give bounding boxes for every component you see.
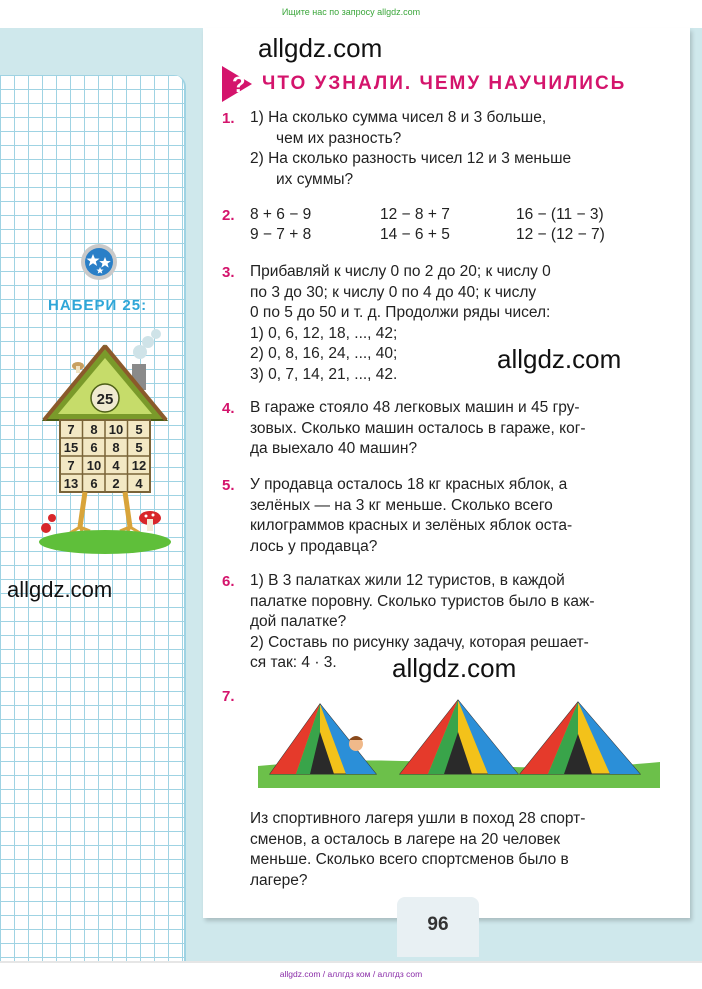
task-number: 4. bbox=[222, 400, 235, 417]
question-mark-icon bbox=[220, 66, 252, 102]
task-4-text: В гараже стояло 48 легковых машин и 45 гру- зовых. Сколько машин осталось в гараже, ког- да выехало 40 машин? bbox=[250, 399, 586, 457]
task-7-text: Из спортивного лагеря ушли в поход 28 спорт- сменов, а осталось в лагере на 20 человек меньше. Сколько всего спортсменов было в лагере? bbox=[250, 810, 586, 889]
watermark: allgdz.com bbox=[258, 33, 383, 63]
page-number: 96 bbox=[397, 897, 479, 957]
house-cell: 8 bbox=[90, 422, 98, 437]
task-5-text: У продавца осталось 18 кг красных яблок, а зелёных — на 3 кг меньше. Сколько всего килограммов красных и зелёных яблок оста- лось у продавца? bbox=[250, 476, 573, 555]
house-cell: 10 bbox=[108, 422, 124, 437]
watermark: allgdz.com bbox=[497, 344, 622, 374]
tents-illustration bbox=[258, 692, 660, 788]
task-6-text: 1) В 3 палатках жили 12 туристов, в каждой палатке поровну. Сколько туристов было в каж- дой палатке? 2) Составь по рисунку задачу, которая решает- ся так: 4 · 3. bbox=[250, 572, 595, 671]
task-number: 5. bbox=[222, 477, 235, 494]
house-cell: 10 bbox=[86, 458, 102, 473]
task-3-text: Прибавляй к числу 0 по 2 до 20; к числу 0 по 3 до 30; к числу 0 по 4 до 40; к числу 0 по 5 до 50 и т. д. Продолжи ряды чисел: 1) 0, 6, 12, 18, ..., 42; 2) 0, 8, 16, 24, ..., 40; 3) 0, 7, 14, 21, ..., 42. bbox=[250, 263, 551, 383]
house-cell: 5 bbox=[135, 422, 143, 437]
watermark: allgdz.com bbox=[392, 653, 517, 683]
house-cell: 12 bbox=[131, 458, 147, 473]
divider bbox=[0, 961, 702, 963]
house-cell: 4 bbox=[112, 458, 120, 473]
house-puzzle-illustration bbox=[30, 322, 180, 557]
house-cell: 8 bbox=[112, 440, 120, 455]
house-cell: 7 bbox=[67, 458, 75, 473]
house-cell: 2 bbox=[112, 476, 120, 491]
house-cell: 15 bbox=[63, 440, 79, 455]
expression: 12 − 8 + 7 bbox=[380, 206, 450, 223]
house-cell: 5 bbox=[135, 440, 143, 455]
expression: 14 − 6 + 5 bbox=[380, 226, 450, 243]
expression: 12 − (12 − 7) bbox=[516, 226, 605, 243]
expression: 8 + 6 − 9 bbox=[250, 206, 312, 223]
house-cell: 13 bbox=[63, 476, 79, 491]
watermark: allgdz.com bbox=[7, 577, 113, 602]
task-1-text: 1) На сколько сумма чисел 8 и 3 больше, чем их разность? 2) На сколько разность чисел 12 и 3 меньше их суммы? bbox=[250, 109, 572, 188]
task-number: 2. bbox=[222, 207, 235, 224]
house-roof-number: 25 bbox=[96, 391, 114, 408]
expression: 9 − 7 + 8 bbox=[250, 226, 312, 243]
star-badge-icon bbox=[80, 243, 118, 281]
house-cell: 6 bbox=[90, 476, 98, 491]
top-banner[interactable]: Ищите нас по запросу allgdz.com bbox=[281, 7, 421, 17]
section-title: ЧТО УЗНАЛИ. ЧЕМУ НАУЧИЛИСЬ bbox=[262, 73, 627, 94]
sidebar-title: НАБЕРИ 25: bbox=[48, 297, 148, 314]
footer-links[interactable]: allgdz.com / аллгдз ком / аллгдз com bbox=[279, 969, 423, 979]
house-cell: 4 bbox=[135, 476, 143, 491]
house-cell: 7 bbox=[67, 422, 75, 437]
expression: 16 − (11 − 3) bbox=[516, 206, 604, 223]
task-number: 1. bbox=[222, 110, 235, 127]
svg-text:?: ? bbox=[232, 72, 246, 97]
task-number: 3. bbox=[222, 264, 235, 281]
house-cell: 6 bbox=[90, 440, 98, 455]
task-number: 6. bbox=[222, 573, 235, 590]
task-number: 7. bbox=[222, 688, 235, 705]
